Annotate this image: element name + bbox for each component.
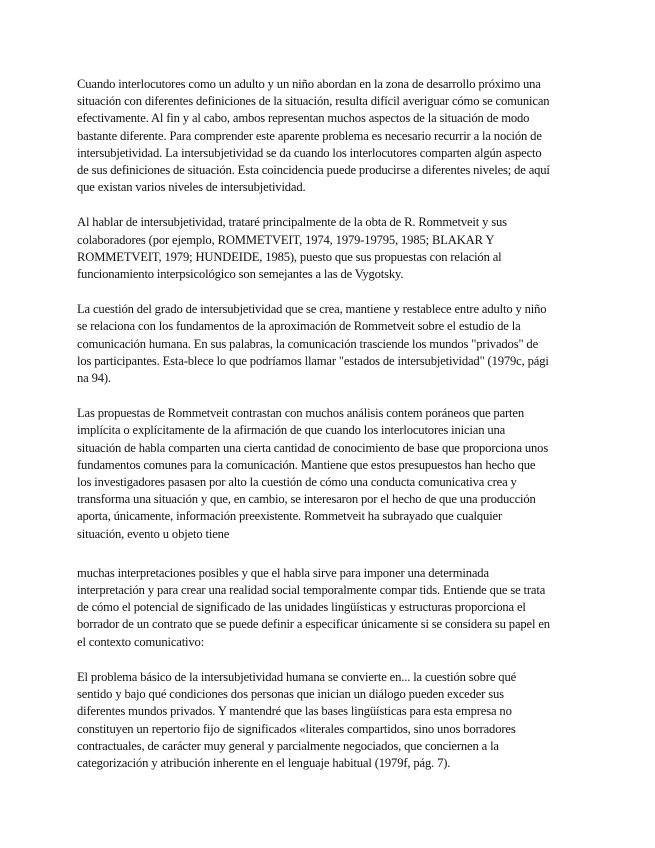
paragraph-intro: Cuando interlocutores como un adulto y un niño abordan en la zona de desarrollo próximo una situación con diferentes definiciones de la situación, resulta difícil averiguar cómo se comunican efectivamente. Al fin y al cabo, ambos representan muchos aspectos de la situación de modo bastante diferente. Para comprender este aparente problema es necesario recurrir a la noción de intersubjetividad. La intersubjetividad se da cuando los interlocutores comparten algún aspecto de sus definiciones de situación. Esta coincidencia puede producirse a diferentes niveles; de aquí que existan varios niveles de intersubjetividad. bbox=[77, 77, 550, 195]
document-page bbox=[77, 76, 552, 790]
paragraph-interpretations: muchas interpretaciones posibles y que el habla sirve para imponer una determinada interpretación y para crear una realidad social temporalmente compar tids. Entiende que se trata de cómo el potencial de significado de las unidades lingüísticas y estructuras proporciona el borrador de un contrato que se puede definir a especificar únicamente si se considera su papel en el contexto comunicativo: bbox=[77, 565, 550, 649]
paragraph-rommetveit-works: Al hablar de intersubjetividad, trataré principalmente de la obta de R. Rommetveit y sus colaboradores (por ejemplo, ROMMETVEIT, 1974, 1979-19795, 1985; BLAKAR Y ROMMETVEIT, 1979; HUNDEIDE, 1985), puesto que sus propuestas con relación al funcionamiento interpsicológico son semejantes a las de Vygotsky. bbox=[77, 215, 507, 282]
paragraph-contrast-analyses: Las propuestas de Rommetveit contrastan con muchos análisis contem poráneos que parten implícita o explícitamente de la afirmación de que cuando los interlocutores inician una situación de habla comparten una cierta cantidad de conocimiento de base que proporciona unos fundamentos comunes para la comunicación. Mantiene que estos presupuestos han hecho que los investigadores pasasen por alto la cuestión de cómo una conducta comunicativa crea y transforma una situación y que, en cambio, se interesaron por el hecho de que una producción aporta, únicamente, información preexistente. Rommetveit ha subrayado que cualquier situación, evento u objeto tiene bbox=[77, 406, 549, 541]
paragraph-basic-problem: El problema básico de la intersubjetividad humana se convierte en... la cuestión sobre qué sentido y bajo qué condiciones dos personas que inician un diálogo pueden exceder sus diferentes mundos privados. Y mantendré que las bases lingüísticas para esta empresa no constituyen un repertorio fijo de significados «literales compartidos, sino unos borradores contractuales, de carácter muy general y parcialmente negociados, que conciernen a la categorización y atribución inherente en el lenguaje habitual (1979f, pág. 7). bbox=[77, 669, 517, 770]
paragraph-intersubjectivity-degree: La cuestión del grado de intersubjetividad que se crea, mantiene y restablece entre adulto y niño se relaciona con los fundamentos de la aproximación de Rommetveit sobre el estudio de la comunicación humana. En sus palabras, la comunicación trasciende los mundos "privados" de los participantes. Esta-blece lo que podríamos llamar "estados de intersubjetividad" (1979c, pági na 94). bbox=[77, 302, 549, 386]
